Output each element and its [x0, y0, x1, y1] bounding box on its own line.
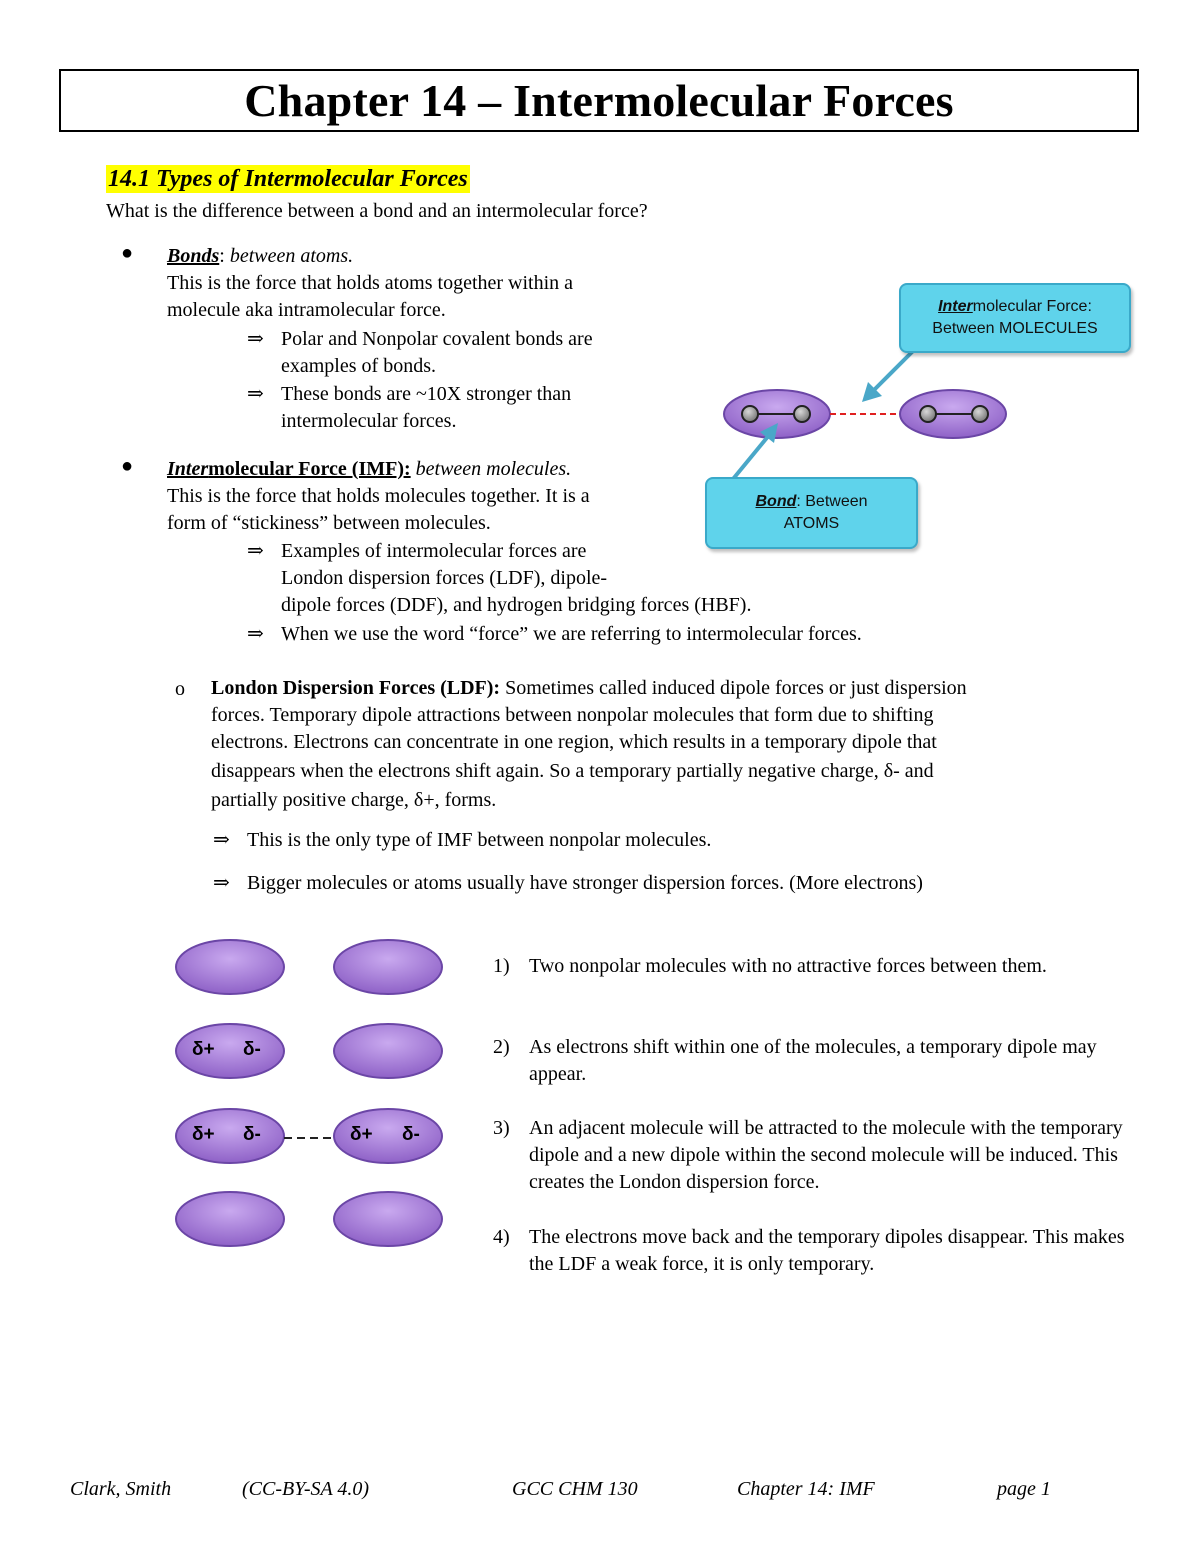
imf-label [167, 458, 411, 480]
bonds-heading [167, 243, 353, 269]
section-question: What is the difference between a bond and an intermolecular force? [106, 200, 648, 222]
imf-sub1: ⇒ Examples of intermolecular forces are [247, 540, 587, 562]
footer-course: GCC CHM 130 [512, 1478, 638, 1500]
ldf-line4: disappears when the electrons shift again. So a temporary partially negative charge, δ- and [211, 760, 934, 782]
bond-callout-line1 [707, 491, 916, 513]
atom-right-2 [972, 406, 988, 422]
atom-right-1 [920, 406, 936, 422]
imf-callout [899, 283, 1131, 353]
step-2-text: As electrons shift within one of the molecules, a temporary dipole may appear. [529, 1036, 1097, 1085]
imf-label-rest: molecular Force (IMF): [208, 458, 411, 480]
step-1-text: Two nonpolar molecules with no attractive forces between them. [529, 955, 1047, 977]
ldf-line1 [211, 675, 967, 701]
footer-chapter: Chapter 14: IMF [737, 1478, 875, 1500]
bond-callout [705, 477, 918, 549]
ldf-note1: ⇒ This is the only type of IMF between nonpolar molecules. [213, 829, 712, 851]
imf-sub2: ⇒ When we use the word “force” we are referring to intermolecular forces. [247, 623, 862, 645]
bond-callout-label: Bond [755, 493, 797, 510]
ldf-note2-text: Bigger molecules or atoms usually have stronger dispersion forces. (More electrons) [247, 872, 923, 894]
imf-desc: between molecules. [415, 458, 572, 480]
page-title: Chapter 14 – Intermolecular Forces [244, 75, 954, 126]
bonds-line2: molecule aka intramolecular force. [167, 299, 446, 321]
mol-r4-right [334, 1192, 442, 1246]
bullet-imf: ● [121, 455, 134, 477]
ldf-l1: Sometimes called induced dipole forces or just dispersion [505, 677, 967, 699]
bonds-sub1b: examples of bonds. [281, 355, 436, 377]
imf-sub1c: dipole forces (DDF), and hydrogen bridging forces (HBF). [281, 594, 752, 616]
imf-label-inter: Inter [167, 458, 209, 480]
footer-license: (CC-BY-SA 4.0) [242, 1478, 370, 1500]
imf-callout-inter: Inter [938, 298, 973, 315]
footer-page: page 1 [997, 1478, 1051, 1500]
bonds-desc: between atoms. [229, 245, 354, 267]
bonds-label: Bonds [167, 245, 220, 267]
mol-r2-right [334, 1024, 442, 1078]
imf-callout-line1 [901, 296, 1129, 318]
mol-r1-left [176, 940, 284, 994]
step-3-text: An adjacent molecule will be attracted to the molecule with the temporary dipole and a new dipole within the second molecule will be induced. This creates the London dispersion force. [529, 1117, 1123, 1193]
step-3-num: 3) [493, 1117, 510, 1139]
bonds-line1: This is the force that holds atoms together within a [167, 272, 574, 294]
bonds-sub2a: These bonds are ~10X stronger than [281, 383, 572, 405]
imf-sub2-text: When we use the word “force” we are referring to intermolecular forces. [281, 623, 862, 645]
footer-authors: Clark, Smith [70, 1478, 172, 1500]
step-1-num: 1) [493, 955, 510, 977]
mol-r4-left [176, 1192, 284, 1246]
charge-r3-left-plus: δ+ [192, 1124, 215, 1145]
bond-callout-rest: : Between [796, 493, 868, 510]
bullet-bonds: ● [121, 242, 134, 264]
ldf-label: London Dispersion Forces (LDF): [211, 677, 501, 699]
bond-callout-line2: ATOMS [783, 515, 840, 532]
ldf-line2: forces. Temporary dipole attractions between nonpolar molecules that form due to shifting [211, 704, 934, 726]
imf-line2: form of “stickiness” between molecules. [167, 512, 491, 534]
imf-line1: This is the force that holds molecules together. It is a [167, 485, 590, 507]
mol-r1-right [334, 940, 442, 994]
atom-left-2 [794, 406, 810, 422]
bonds-sub2b: intermolecular forces. [281, 410, 457, 432]
imf-sub1b: London dispersion forces (LDF), dipole- [281, 567, 608, 589]
charge-r2-minus: δ- [243, 1039, 261, 1060]
charge-r3-right-plus: δ+ [350, 1124, 373, 1145]
bonds-colon: : [219, 245, 225, 267]
imf-callout-line2: Between MOLECULES [932, 320, 1098, 337]
atom-left-1 [742, 406, 758, 422]
charge-r2-plus: δ+ [192, 1039, 215, 1060]
ldf-note2: ⇒ Bigger molecules or atoms usually have stronger dispersion forces. (More electrons) [213, 872, 923, 894]
charge-r3-right-minus: δ- [402, 1124, 420, 1145]
bonds-sub1a: Polar and Nonpolar covalent bonds are [281, 328, 593, 350]
charge-r3-left-minus: δ- [243, 1124, 261, 1145]
ldf-line3: electrons. Electrons can concentrate in one region, which results in a temporary dipole that [211, 731, 937, 753]
step-4-num: 4) [493, 1226, 510, 1248]
imf-sub1a: Examples of intermolecular forces are [281, 540, 587, 562]
ldf-bullet: o [175, 678, 185, 700]
bonds-sub2: ⇒ These bonds are ~10X stronger than [247, 383, 572, 405]
imf-callout-rest: molecular Force: [972, 298, 1092, 315]
step-4-text: The electrons move back and the temporary dipoles disappear. This makes the LDF a weak force, it is only temporary. [529, 1226, 1125, 1275]
imf-heading [167, 456, 571, 482]
step-2-num: 2) [493, 1036, 510, 1058]
ldf-diagram [160, 930, 460, 1270]
section-heading: 14.1 Types of Intermolecular Forces [108, 166, 468, 192]
title-box [59, 69, 1139, 132]
ldf-line5: partially positive charge, δ+, forms. [211, 789, 497, 811]
ldf-note1-text: This is the only type of IMF between nonpolar molecules. [247, 829, 712, 851]
bonds-sub1: ⇒ Polar and Nonpolar covalent bonds are [247, 328, 593, 350]
